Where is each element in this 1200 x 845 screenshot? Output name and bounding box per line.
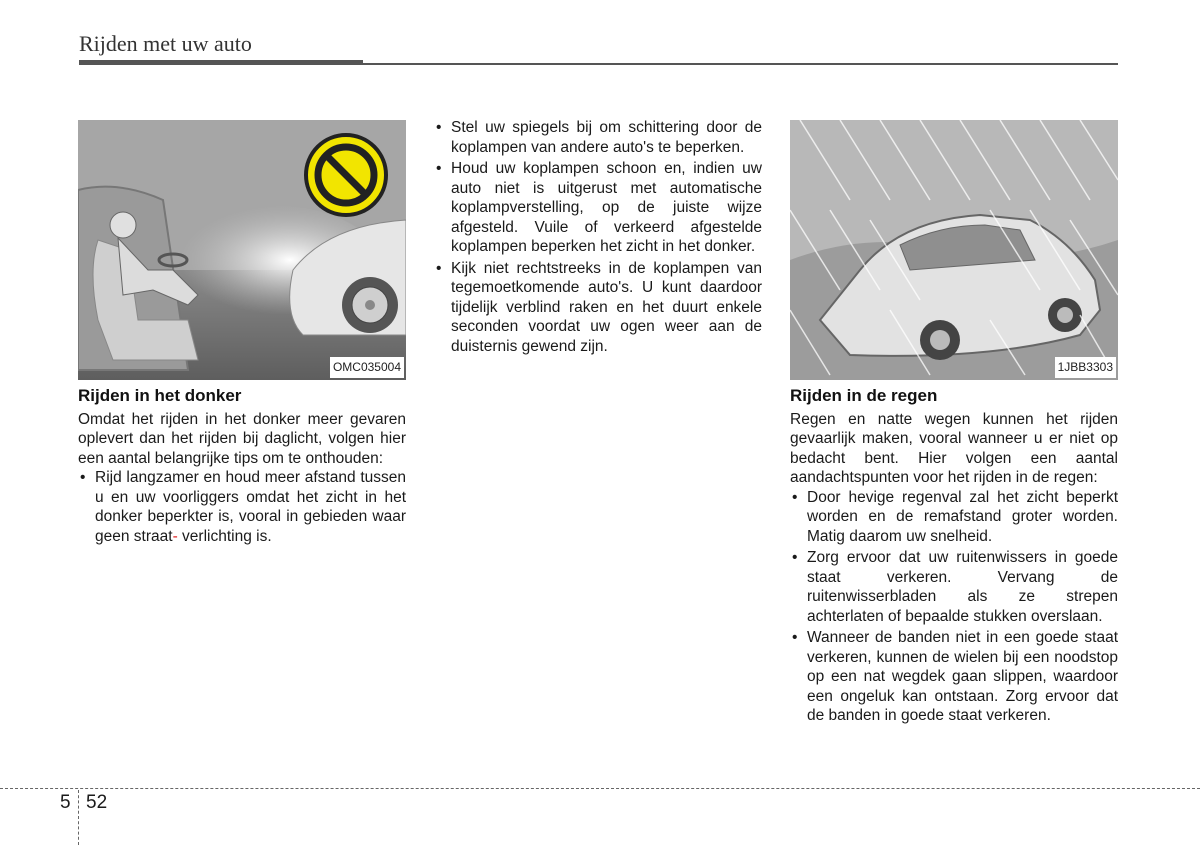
page-header-title: Rijden met uw auto — [79, 31, 252, 56]
section-heading-rain: Rijden in de regen — [790, 386, 938, 405]
night-driving-image — [78, 120, 406, 380]
list-item: • Zorg ervoor dat uw ruitenwissers in goede staat verkeren. Vervang de ruitenwisserbladen als ze strepen achterlaten of bepaalde stukken overslaan. — [790, 548, 1118, 626]
figure-code: 1JBB3303 — [1055, 357, 1116, 379]
middle-column — [434, 118, 762, 358]
night-driving-illustration — [78, 120, 406, 380]
bullet-text: Rijd langzamer en houd meer afstand tussen u en uw voorliggers omdat het zicht in het donker beperkter is, vooral in gebieden waar geen straat — [95, 469, 406, 545]
list-item — [78, 468, 406, 546]
headlight-bullet-list — [434, 118, 762, 356]
section-heading-night: Rijden in het donker — [78, 386, 242, 405]
header-rule — [79, 60, 363, 65]
list-item: • Kijk niet rechtstreeks in de koplampen van tegemoetkomende auto's. U kunt daardoor tijdelijk verblind raken en het duurt enkele seconden voordat uw ogen weer aan de duisternis gewend zijn. — [434, 259, 762, 357]
night-intro: Omdat het rijden in het donker meer gevaren oplevert dan het rijden bij daglicht, volgen hier een aantal belangrijke tips om te onthouden: — [78, 410, 406, 467]
rain-bullet-list — [790, 488, 1118, 726]
list-item: • Houd uw koplampen schoon en, indien uw auto niet is uitgerust met automatische koplampverstelling, op de juiste wijze afgesteld. Vuile of verkeerd afgestelde koplampen beperken het zicht in het donker. — [434, 159, 762, 257]
rain-driving-image — [790, 120, 1118, 380]
right-column — [790, 120, 1118, 728]
list-item: • Wanneer de banden niet in een goede staat verkeren, kunnen de wielen bij een noodstop op een nat wegdek gaan slippen, waardoor een ongeluk kan ontstaan. Zorg ervoor dat de banden in goede staat verkeren. — [790, 628, 1118, 726]
night-bullet-list — [78, 468, 406, 546]
page-number: 52 — [86, 792, 108, 813]
rain-intro: Regen en natte wegen kunnen het rijden gevaarlijk maken, vooral wanneer u er niet op bedacht bent. Hier volgen een aantal aandachtspunten voor het rijden in de regen: — [790, 410, 1118, 486]
footer-divider — [78, 790, 79, 845]
header-rule-thin — [363, 63, 1118, 65]
figure-code: OMC035004 — [330, 357, 404, 379]
list-item: • Door hevige regenval zal het zicht beperkt worden en de remafstand groter worden. Matig daarom uw snelheid. — [790, 488, 1118, 547]
rain-driving-illustration — [790, 120, 1118, 380]
left-column — [78, 120, 406, 548]
hyphen-mark: - — [172, 527, 178, 545]
footer-rule — [0, 788, 1200, 789]
chapter-number: 5 — [60, 792, 71, 813]
bullet-text-end: verlichting is. — [182, 527, 272, 545]
list-item: • Stel uw spiegels bij om schittering door de koplampen van andere auto's te beperken. — [434, 118, 762, 157]
